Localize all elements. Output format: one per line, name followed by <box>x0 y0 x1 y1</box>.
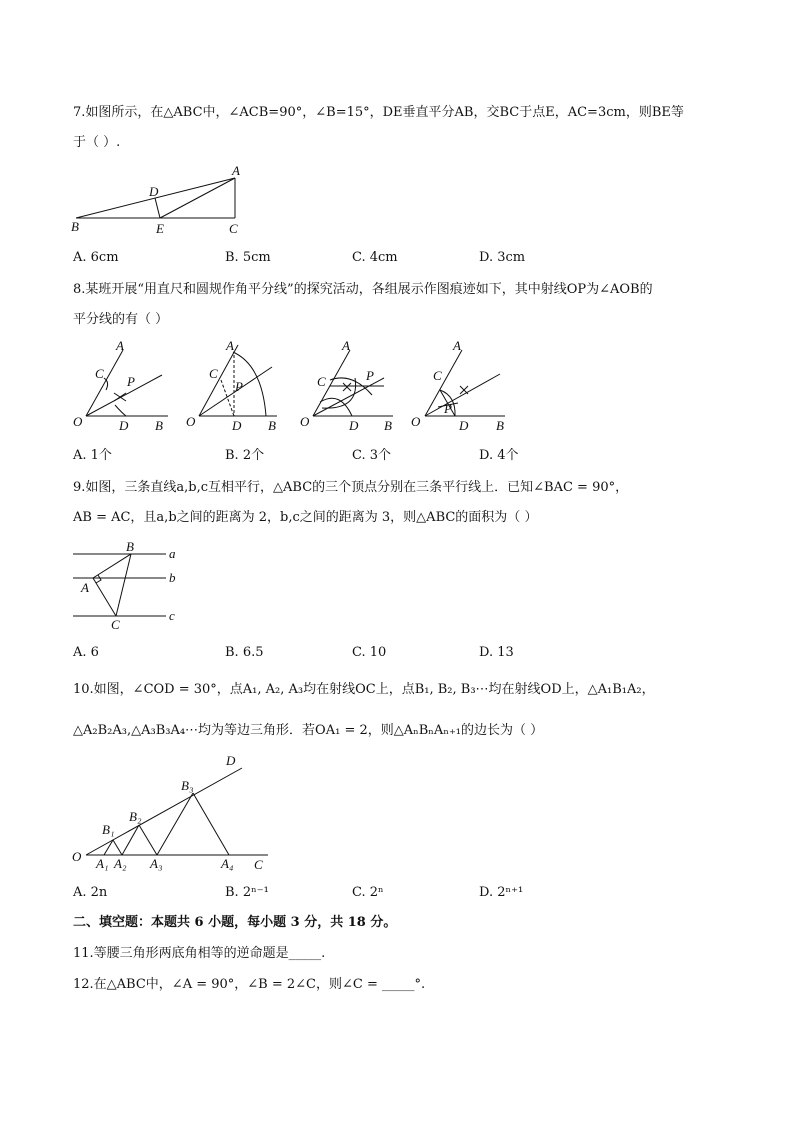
q7-option-d[interactable]: D. 3cm <box>479 250 526 265</box>
q8-stem-line1: 8.某班开展“用直尺和圆规作角平分线”的探究活动，各组展示作图痕迹如下，其中射线OP为∠AOB的 <box>73 282 653 297</box>
q10-option-d[interactable]: D. 2ⁿ⁺¹ <box>479 885 524 900</box>
q8-f2-label-a: A <box>226 338 234 353</box>
q10-label-a2: A₂ <box>114 856 127 871</box>
q7-label-e: E <box>156 221 164 236</box>
q8-f3-label-b: B <box>384 418 392 433</box>
q8-f4-label-d: D <box>459 418 469 433</box>
q10-label-d: D <box>226 753 236 768</box>
q8-f2-label-o: O <box>186 414 196 429</box>
q9-option-b[interactable]: B. 6.5 <box>225 645 264 660</box>
q8-f3-label-c: C <box>317 374 326 389</box>
q8-option-a[interactable]: A. 1个 <box>73 448 112 463</box>
q9-label-a: A <box>81 580 89 595</box>
q7-label-b: B <box>71 219 79 234</box>
q8-f1-label-c: C <box>95 366 104 381</box>
q10-label-a1: A₁ <box>96 856 109 871</box>
q8-f1-label-b: B <box>155 418 163 433</box>
q10-stem-line1: 10.如图，∠COD = 30°，点A₁, A₂, A₃均在射线OC上，点B₁, B₂, B₃⋯均在射线OD上，△A₁B₁A₂， <box>73 682 655 697</box>
q8-f4-label-o: O <box>411 414 421 429</box>
q10-option-a[interactable]: A. 2n <box>73 885 108 900</box>
q8-f1-label-p: P <box>127 374 135 389</box>
q11-stem: 11.等腰三角形两底角相等的逆命题是_____. <box>73 946 326 961</box>
q8-f1-label-o: O <box>73 414 83 429</box>
q7-option-c[interactable]: C. 4cm <box>352 250 398 265</box>
q8-f4-label-b: B <box>496 418 504 433</box>
q7-stem-line2: 于（ ）. <box>73 135 121 150</box>
q7-label-d: D <box>149 184 159 199</box>
q9-label-line-b: b <box>169 570 176 585</box>
q10-label-b3: B₃ <box>181 778 194 793</box>
q8-f3-label-o: O <box>300 414 310 429</box>
q9-stem-line2: AB = AC，且a,b之间的距离为 2，b,c之间的距离为 3，则△ABC的面积为（ ） <box>73 510 538 525</box>
q9-label-line-a: a <box>169 546 176 561</box>
q8-option-b[interactable]: B. 2个 <box>225 448 265 463</box>
q8-f1-label-a: A <box>116 338 124 353</box>
q10-label-o: O <box>72 849 82 864</box>
q9-stem-line1: 9.如图，三条直线a,b,c互相平行，△ABC的三个顶点分别在三条平行线上．已知∠BAC = 90°， <box>73 480 629 495</box>
q8-option-c[interactable]: C. 3个 <box>352 448 392 463</box>
q7-option-a[interactable]: A. 6cm <box>73 250 119 265</box>
q8-f4-label-a: A <box>453 338 461 353</box>
q10-label-a3: A₃ <box>150 856 163 871</box>
q8-f1-label-d: D <box>119 418 129 433</box>
q12-stem: 12.在△ABC中，∠A = 90°，∠B = 2∠C，则∠C = _____°. <box>73 977 426 992</box>
q8-f4-label-c: C <box>433 368 442 383</box>
q10-label-a4: A₄ <box>221 856 234 871</box>
q9-label-line-c: c <box>169 608 175 623</box>
q7-label-a: A <box>232 163 240 178</box>
q8-stem-line2: 平分线的有（ ） <box>73 312 169 327</box>
q10-option-c[interactable]: C. 2ⁿ <box>352 885 384 900</box>
q8-f2-label-b: B <box>268 418 276 433</box>
q10-option-b[interactable]: B. 2ⁿ⁻¹ <box>225 885 269 900</box>
q9-label-c: C <box>111 617 120 632</box>
q9-option-d[interactable]: D. 13 <box>479 645 514 660</box>
q10-label-b1: B₁ <box>102 822 115 837</box>
q8-option-d[interactable]: D. 4个 <box>479 448 519 463</box>
q10-stem-line2: △A₂B₂A₃,△A₃B₃A₄⋯均为等边三角形．若OA₁ = 2，则△AₙBₙAₙ₊₁的边长为（ ） <box>73 723 544 738</box>
q9-option-a[interactable]: A. 6 <box>73 645 99 660</box>
q8-f3-label-a: A <box>342 338 350 353</box>
q8-f2-label-c: C <box>209 366 218 381</box>
q7-option-b[interactable]: B. 5cm <box>225 250 271 265</box>
q7-label-c: C <box>229 221 238 236</box>
q9-option-c[interactable]: C. 10 <box>352 645 387 660</box>
q10-label-b2: B₂ <box>129 809 142 824</box>
q8-f3-label-p: P <box>366 368 374 383</box>
q8-f2-label-p: P <box>235 379 243 394</box>
section-2-heading: 二、填空题：本题共 6 小题，每小题 3 分，共 18 分。 <box>73 915 397 930</box>
q8-f4-label-p: P <box>444 401 452 416</box>
q10-label-c: C <box>254 857 263 872</box>
q8-f3-label-d: D <box>349 418 359 433</box>
q7-stem-line1: 7.如图所示，在△ABC中，∠ACB=90°，∠B=15°，DE垂直平分AB，交BC于点E，AC=3cm，则BE等 <box>73 105 684 120</box>
q8-f2-label-d: D <box>232 418 242 433</box>
q9-label-b: B <box>126 539 134 554</box>
